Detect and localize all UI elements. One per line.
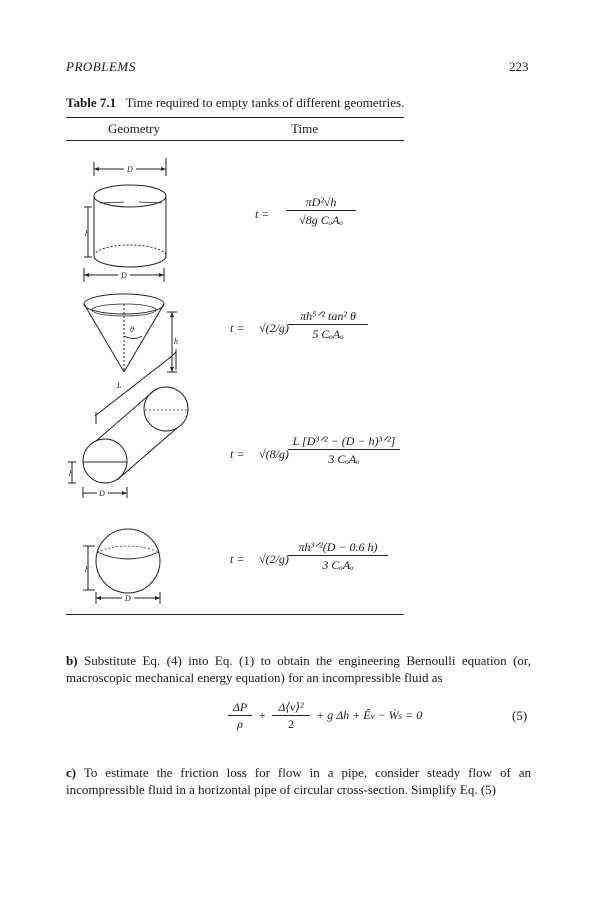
formula-cone-numerator: πh⁵ᐟ² tan² θ	[288, 309, 368, 325]
eq-plus-1: +	[258, 708, 267, 722]
eq-delta-p: ΔP	[228, 700, 252, 716]
part-b-text: Substitute Eq. (4) into Eq. (1) to obtain the engineering Bernoulli equation (or, macroscopic mechanical energy equation) for an incompressible fluid as	[66, 653, 531, 685]
cylinder-diameter-label: D	[127, 165, 133, 174]
part-c-paragraph	[66, 764, 531, 798]
bernoulli-equation	[228, 700, 448, 740]
part-c-label: c)	[66, 765, 77, 780]
part-c-text: To estimate the friction loss for flow in a pipe, consider steady flow of an incompressible fluid in a horizontal pipe of circular cross-section. Simplify Eq. (5)	[66, 765, 532, 797]
running-header-section: PROBLEMS	[66, 59, 136, 74]
formula-sphere-root: √(2/g)	[259, 552, 289, 566]
formula-sphere-lhs: t =	[230, 552, 245, 566]
sphere-diameter-label: D	[125, 594, 131, 603]
table-label: Table 7.1	[66, 95, 117, 110]
formula-cylinder-lhs: t =	[255, 207, 270, 221]
formula-horizontal-cylinder-root: √(8/g)	[259, 447, 289, 461]
formula-cone-denominator: 5 CₒAₒ	[312, 327, 344, 341]
cone-diameter-label: D	[121, 271, 127, 280]
cylinder-diagram	[84, 158, 166, 267]
formula-cone-root: √(2/g)	[259, 321, 289, 335]
horizontal-cylinder-height-label: h	[69, 469, 73, 478]
formula-cone-lhs: t =	[230, 321, 245, 335]
column-header-time: Time	[291, 121, 318, 136]
cone-diagram	[84, 268, 178, 372]
horizontal-cylinder-diagram	[68, 349, 188, 498]
page-number: 223	[509, 59, 529, 74]
formula-sphere-numerator: πh³ᐟ²(D − 0.6 h)	[288, 540, 388, 556]
sphere-height-label: h	[85, 565, 89, 574]
eq-rest: + g Δh + Êv − Ẇs = 0	[316, 708, 423, 722]
formula-horizontal-cylinder-lhs: t =	[230, 447, 245, 461]
part-b-label: b)	[66, 653, 78, 668]
formula-cylinder-numerator: πD²√h	[286, 195, 356, 211]
cone-height-label: h	[174, 337, 178, 346]
formula-horizontal-cylinder-denominator: 3 CₒAₒ	[328, 452, 360, 466]
horizontal-cylinder-length-label: L	[117, 381, 122, 390]
eq-two: 2	[288, 717, 294, 731]
cylinder-height-label: h	[85, 229, 89, 238]
formula-cylinder-denominator: √8g CₒAₒ	[299, 213, 343, 227]
equation-number: (5)	[512, 708, 528, 723]
part-b-paragraph	[66, 652, 531, 686]
table-caption-text: Time required to empty tanks of different geometries.	[125, 95, 405, 110]
eq-rho: ρ	[237, 717, 243, 731]
eq-delta-v: Δ⟨v⟩²	[272, 700, 310, 716]
sphere-diagram	[83, 529, 160, 604]
formula-sphere-denominator: 3 CₒAₒ	[322, 558, 354, 572]
horizontal-cylinder-diameter-label: D	[99, 489, 105, 498]
formula-horizontal-cylinder-numerator: L [D³ᐟ² − (D − h)³ᐟ²]	[288, 434, 400, 450]
column-header-geometry: Geometry	[108, 121, 160, 136]
cone-angle-label: θ	[130, 325, 134, 334]
